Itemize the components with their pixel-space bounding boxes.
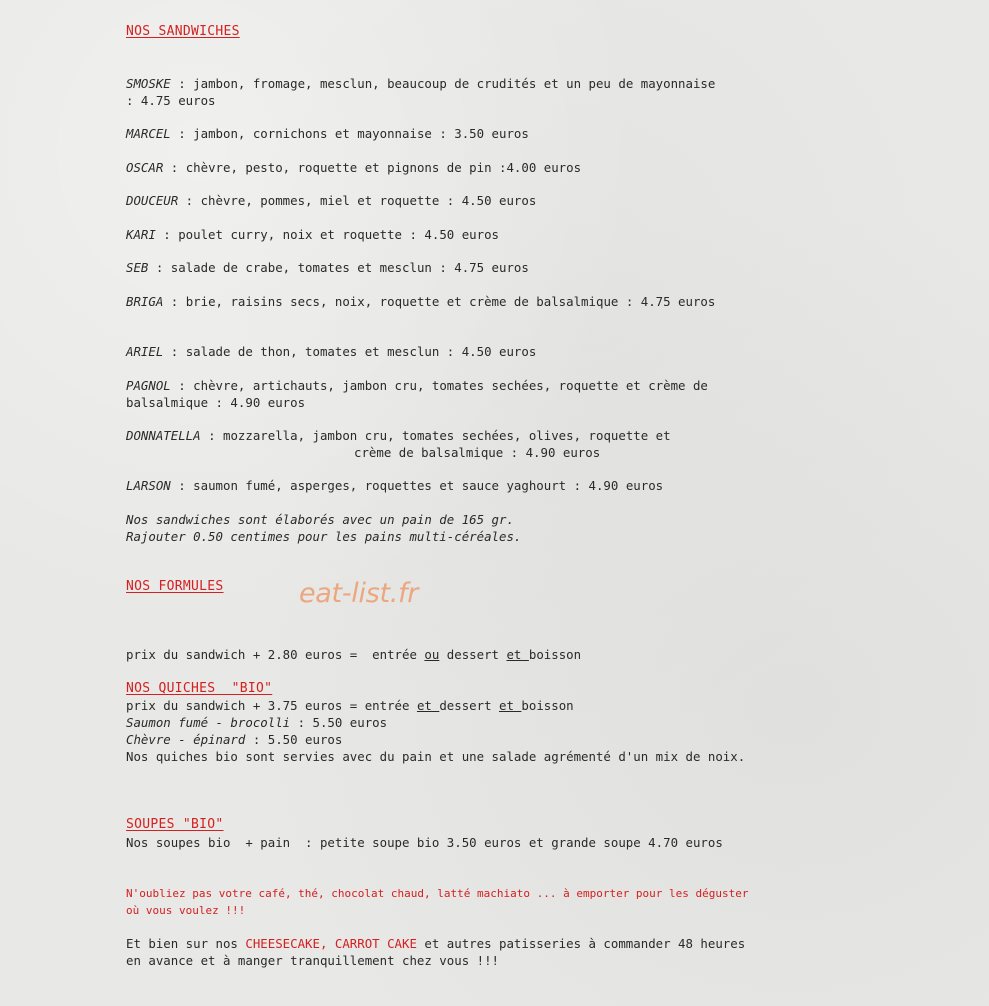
closing-text: Et bien sur nos — [126, 936, 246, 951]
formule-conjunction: et — [499, 698, 522, 713]
item-name: Saumon fumé - brocolli — [126, 715, 291, 730]
quiche-item — [126, 714, 766, 731]
item-name: DONNATELLA — [126, 428, 201, 443]
sandwiches-note — [126, 511, 521, 545]
item-desc: : jambon, fromage, mesclun, beaucoup de crudités et un peu de mayonnaise : 4.75 euros — [126, 76, 716, 108]
item-desc: : mozzarella, jambon cru, tomates sechées, olives, roquette et — [200, 428, 671, 443]
formules-heading: NOS FORMULES — [126, 579, 224, 594]
menu-item-donnatella — [126, 427, 766, 461]
formule-text: boisson — [521, 698, 574, 713]
menu-item-smoske — [126, 75, 726, 109]
item-desc-continued: crème de balsalmique : 4.90 euros — [354, 445, 601, 460]
item-desc: : chèvre, artichauts, jambon cru, tomates sechées, roquette et crème de balsalmique : 4.90 euros — [126, 378, 708, 410]
item-desc: : jambon, cornichons et mayonnaise : 3.50 euros — [170, 126, 529, 141]
watermark-logo: eat-list.fr — [299, 578, 419, 609]
soupes-heading: SOUPES "BIO" — [126, 817, 224, 832]
item-desc: : poulet curry, noix et roquette : 4.50 euros — [155, 227, 499, 242]
formule-text: dessert — [439, 698, 500, 713]
item-name: DOUCEUR — [126, 193, 179, 208]
note-line: Nos sandwiches sont élaborés avec un pain de 165 gr. — [126, 512, 514, 527]
formule-line-2 — [126, 697, 581, 714]
soupes-text: Nos soupes bio + pain : petite soupe bio 3.50 euros et grande soupe 4.70 euros — [126, 835, 723, 850]
item-name: SEB — [126, 260, 149, 275]
menu-item-briga — [126, 293, 766, 310]
closing-highlight: CHEESECAKE, CARROT CAKE — [245, 936, 417, 951]
item-name: ARIEL — [126, 344, 164, 359]
closing-text: et autres patisseries à commander 48 heures en avance et à manger tranquillement chez vous !!! — [126, 936, 746, 968]
item-desc: : brie, raisins secs, noix, roquette et crème de balsalmique : 4.75 euros — [163, 294, 716, 309]
menu-item-larson — [126, 477, 663, 494]
reminder-note: N'oubliez pas votre café, thé, chocolat chaud, latté machiato ... à emporter pour les déguster où vous voulez !!! — [126, 887, 749, 917]
formule-text: prix du sandwich + 3.75 euros = entrée — [126, 698, 417, 713]
item-desc: : salade de thon, tomates et mesclun : 4.50 euros — [163, 344, 537, 359]
menu-item-ariel — [126, 343, 536, 360]
item-name: OSCAR — [126, 160, 164, 175]
quiches-heading: NOS QUICHES "BIO" — [126, 681, 273, 696]
formule-conjunction: ou — [424, 647, 440, 662]
item-desc: : saumon fumé, asperges, roquettes et sauce yaghourt : 4.90 euros — [170, 478, 664, 493]
item-name: MARCEL — [126, 126, 171, 141]
quiches-note: Nos quiches bio sont servies avec du pain et une salade agrémenté d'un mix de noix. — [126, 749, 746, 764]
formule-conjunction: et — [416, 698, 440, 713]
item-name: KARI — [126, 227, 156, 242]
item-name: BRIGA — [126, 294, 164, 309]
closing-note — [126, 935, 751, 969]
note-line: Rajouter 0.50 centimes pour les pains multi-céréales. — [126, 529, 522, 544]
sandwiches-heading: NOS SANDWICHES — [126, 24, 240, 39]
formule-conjunction: et — [506, 647, 529, 662]
menu-item-kari — [126, 226, 499, 243]
menu-item-pagnol — [126, 377, 766, 411]
formule-text: boisson — [528, 647, 582, 662]
formule-text: dessert — [439, 647, 507, 662]
menu-item-douceur — [126, 192, 536, 209]
item-price: : 5.50 euros — [245, 732, 343, 747]
item-name: SMOSKE — [126, 76, 171, 91]
item-price: : 5.50 euros — [290, 715, 388, 730]
quiche-item — [126, 731, 766, 748]
item-name: LARSON — [126, 478, 171, 493]
item-desc: : chèvre, pesto, roquette et pignons de pin :4.00 euros — [163, 160, 582, 175]
item-name: PAGNOL — [126, 378, 171, 393]
formule-text: prix du sandwich + 2.80 euros = entrée — [126, 647, 425, 662]
menu-item-marcel — [126, 125, 529, 142]
item-name: Chèvre - épinard — [126, 732, 246, 747]
menu-item-seb — [126, 259, 529, 276]
item-desc: : chèvre, pommes, miel et roquette : 4.50 euros — [178, 193, 537, 208]
formule-line-1 — [126, 646, 581, 663]
menu-item-oscar — [126, 159, 581, 176]
quiches-list — [126, 714, 766, 765]
item-desc: : salade de crabe, tomates et mesclun : 4.75 euros — [148, 260, 529, 275]
